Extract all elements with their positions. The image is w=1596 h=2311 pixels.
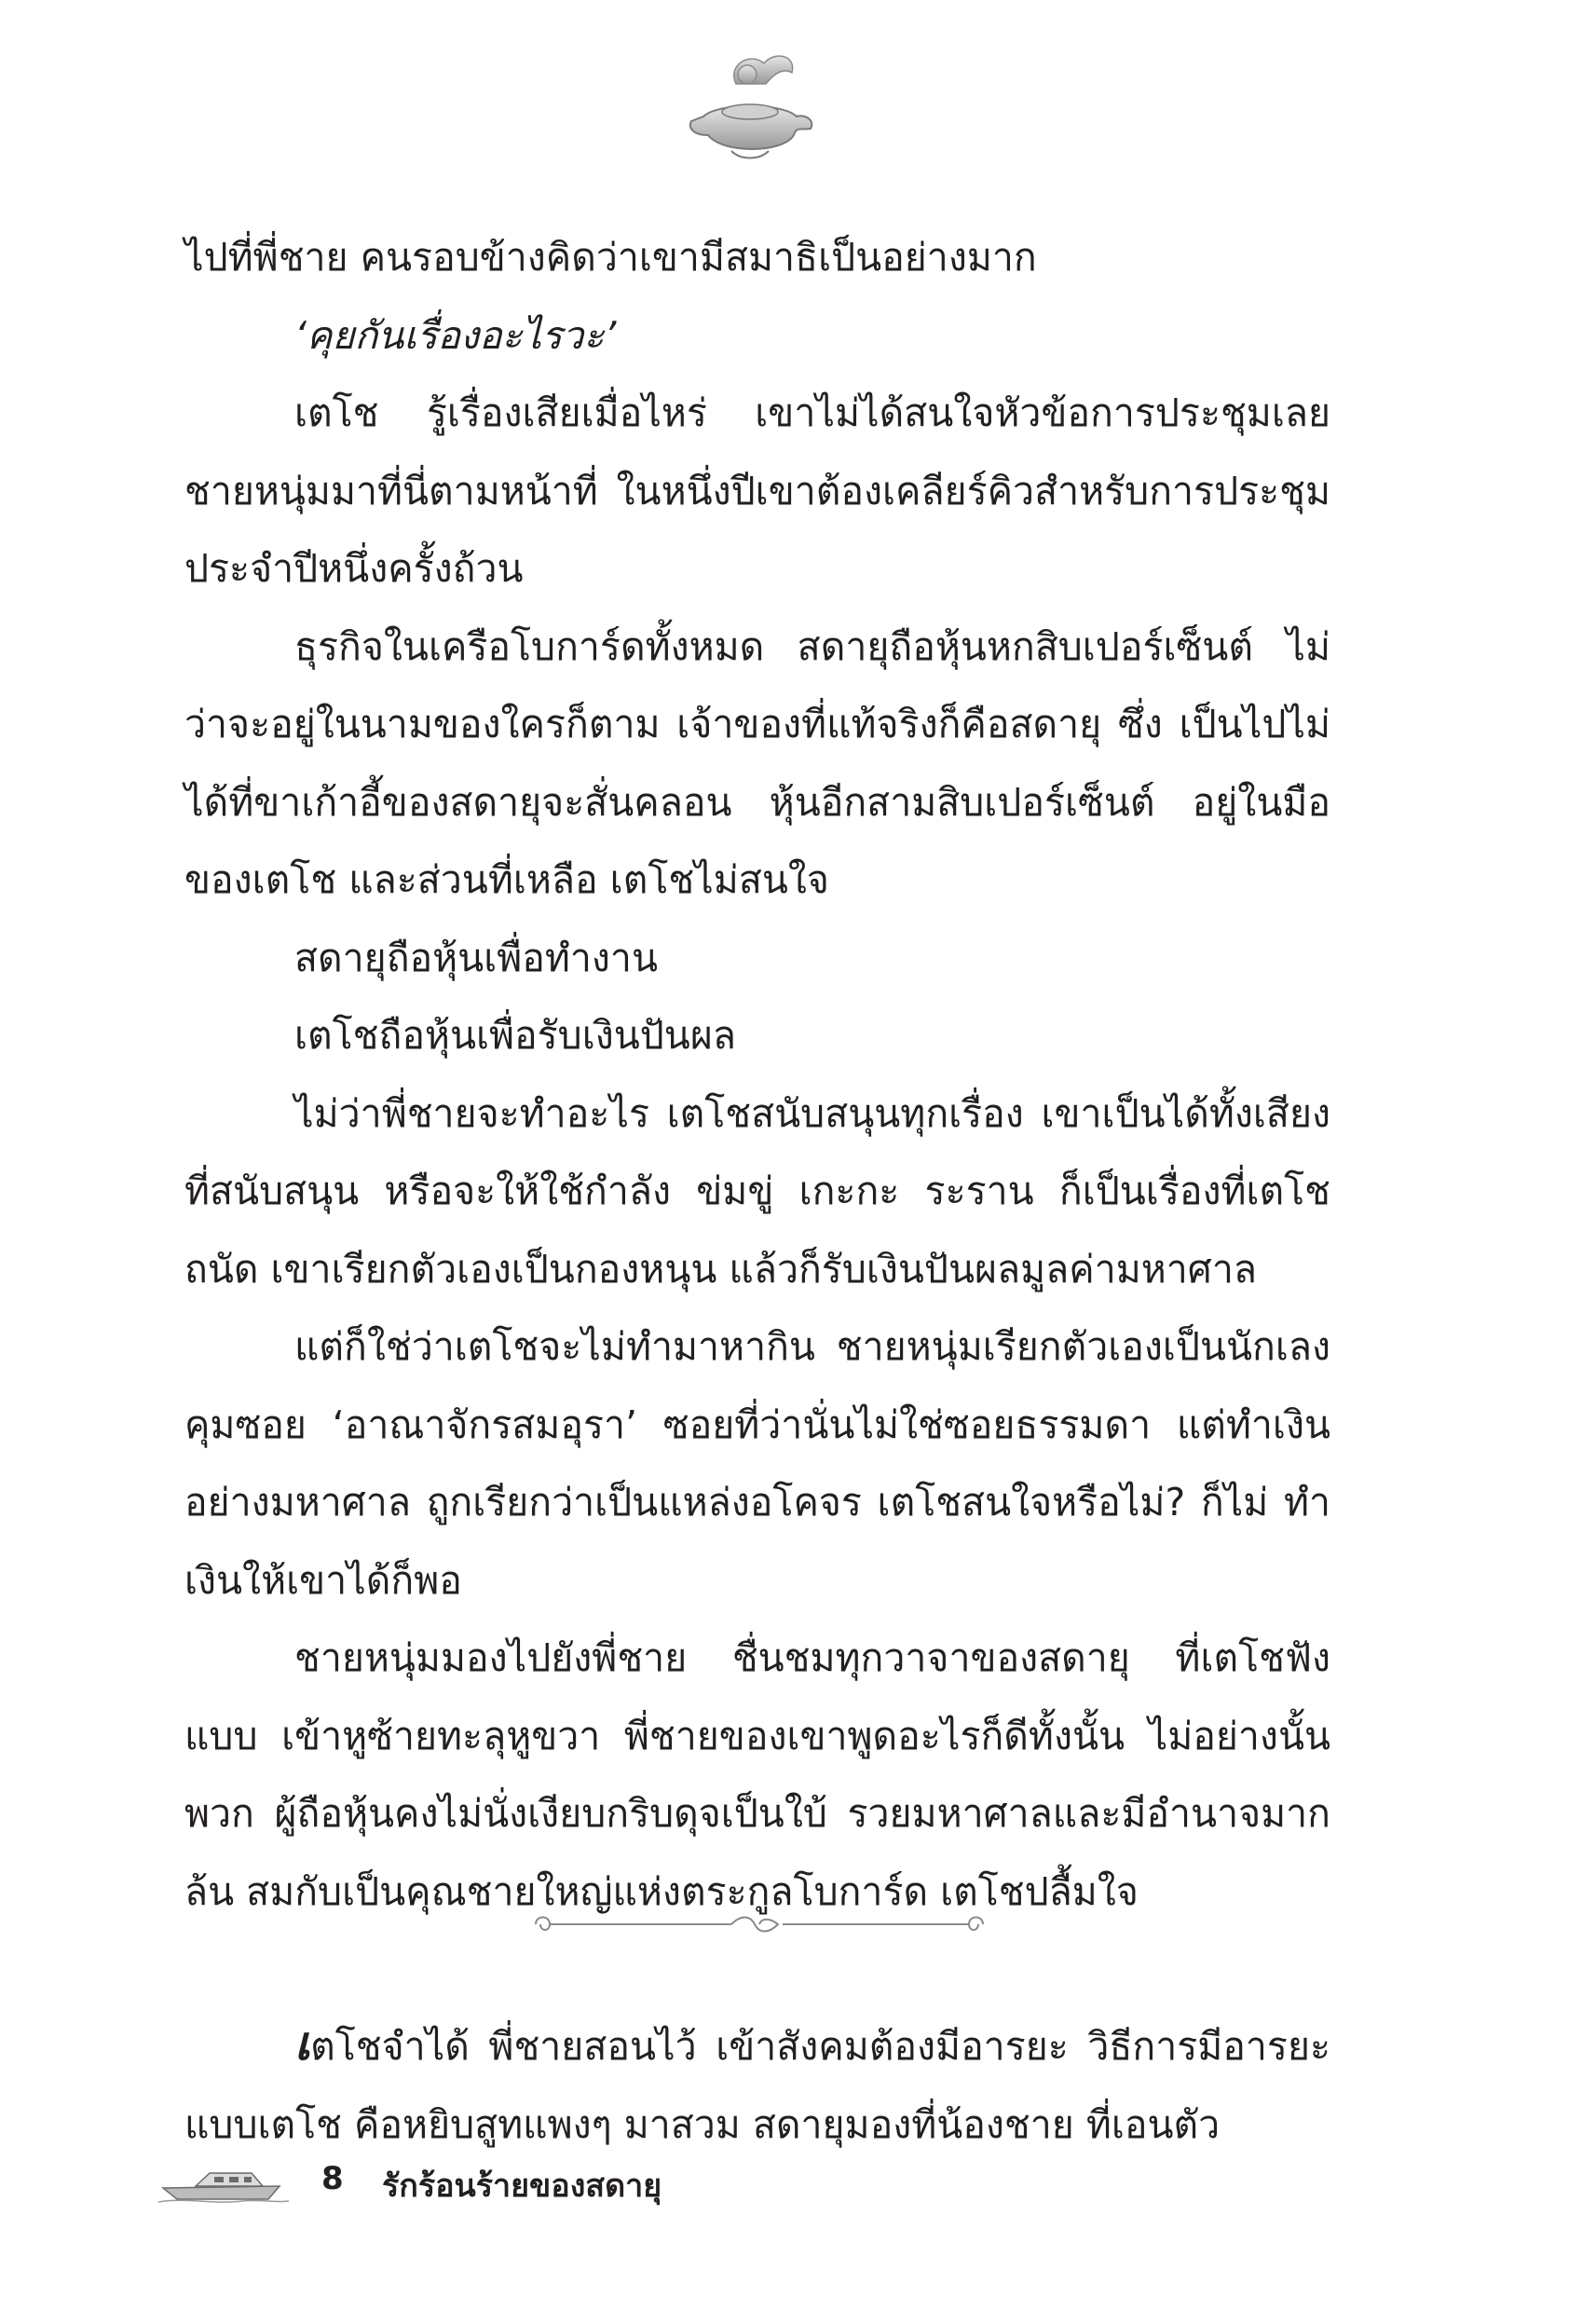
paragraph-2: เตโช รู้เรื่องเสียเมื่อไหร่ เขาไม่ได้สนใจหัวข้อการประชุมเลย ชายหนุ่มมาที่นี่ตามหน้าที่ ในหนึ่งปีเขาต้องเคลียร์คิวสำหรับการประชุม ประจำปีหนึ่งครั้งถ้วน xyxy=(184,390,1330,591)
paragraph-bottom xyxy=(184,2005,1330,2164)
page-footer xyxy=(158,2153,997,2208)
paragraph-6: ไม่ว่าพี่ชายจะทำอะไร เตโชสนับสนุนทุกเรื่อง เขาเป็นได้ทั้งเสียง ที่สนับสนุน หรือจะให้ใช้กำลัง ข่มขู่ เกะกะ ระราน ก็เป็นเรื่องที่เตโชถนัด เขาเรียกตัวเองเป็นกองหนุน แล้วก็รับเงินปันผลมูลค่ามหาศาล xyxy=(184,1090,1330,1292)
cherub-lamp-icon xyxy=(680,47,820,168)
body-text-bottom xyxy=(184,2005,1330,2164)
scroll-divider-icon xyxy=(517,1906,1002,1943)
paragraph-7: แต่ก็ใช่ว่าเตโชจะไม่ทำมาหากิน ชายหนุ่มเรียกตัวเองเป็นนักเลง คุมซอย ‘อาณาจักรสมอุรา’ ซอยที่ว่านั่นไม่ใช่ซอยธรรมดา แต่ทำเงิน อย่างมหาศาล ถูกเรียกว่าเป็นแหล่งอโคจร เตโชสนใจหรือไม่? ก็ไม่ ทำเงินให้เขาได้ก็พอ xyxy=(184,1324,1330,1603)
body-text-top xyxy=(184,219,1330,1931)
paragraph-4: สดายุถือหุ้นเพื่อทำงาน xyxy=(294,935,658,980)
paragraph-bottom-text: ตโชจำได้ พี่ชายสอนไว้ เข้าสังคมต้องมีอารยะ วิธีการมีอารยะ แบบเตโช คือหยิบสูทแพงๆ มาสวม สดายุมองที่น้องชาย ที่เอนตัว xyxy=(184,2024,1330,2147)
paragraph-8: ชายหนุ่มมองไปยังพี่ชาย ชื่นชมทุกวาจาของสดายุ ที่เตโชฟังแบบ เข้าหูซ้ายทะลุหูขวา พี่ชายของเขาพูดอะไรก็ดีทั้งนั้น ไม่อย่างนั้นพวก ผู้ถือหุ้นคงไม่นั่งเงียบกริบดุจเป็นใบ้ รวยมหาศาลและมีอำนาจมากล้น สมกับเป็นคุณชายใหญ่แห่งตระกูลโบการ์ด เตโชปลื้มใจ xyxy=(184,1635,1330,1914)
boat-icon xyxy=(158,2160,289,2205)
paragraph-0: ไปที่พี่ชาย คนรอบข้างคิดว่าเขามีสมาธิเป็นอย่างมาก xyxy=(184,235,1037,280)
paragraph-1: ‘คุยกันเรื่องอะไรวะ’ xyxy=(294,312,617,358)
page-number: 8 xyxy=(321,2160,344,2197)
book-title: รักร้อนร้ายของสดายุ xyxy=(382,2167,662,2205)
drop-cap: เ xyxy=(294,2017,311,2071)
paragraph-5: เตโชถือหุ้นเพื่อรับเงินปันผล xyxy=(294,1013,736,1058)
paragraph-3: ธุรกิจในเครือโบการ์ดทั้งหมด สดายุถือหุ้นหกสิบเปอร์เซ็นต์ ไม่ว่าจะอยู่ในนามของใครก็ตาม เจ้าของที่แท้จริงก็คือสดายุ ซึ่ง เป็นไปไม่ได้ที่ขาเก้าอี้ของสดายุจะสั่นคลอน หุ้นอีกสามสิบเปอร์เซ็นต์ อยู่ในมือของเตโช และส่วนที่เหลือ เตโชไม่สนใจ xyxy=(184,623,1330,902)
